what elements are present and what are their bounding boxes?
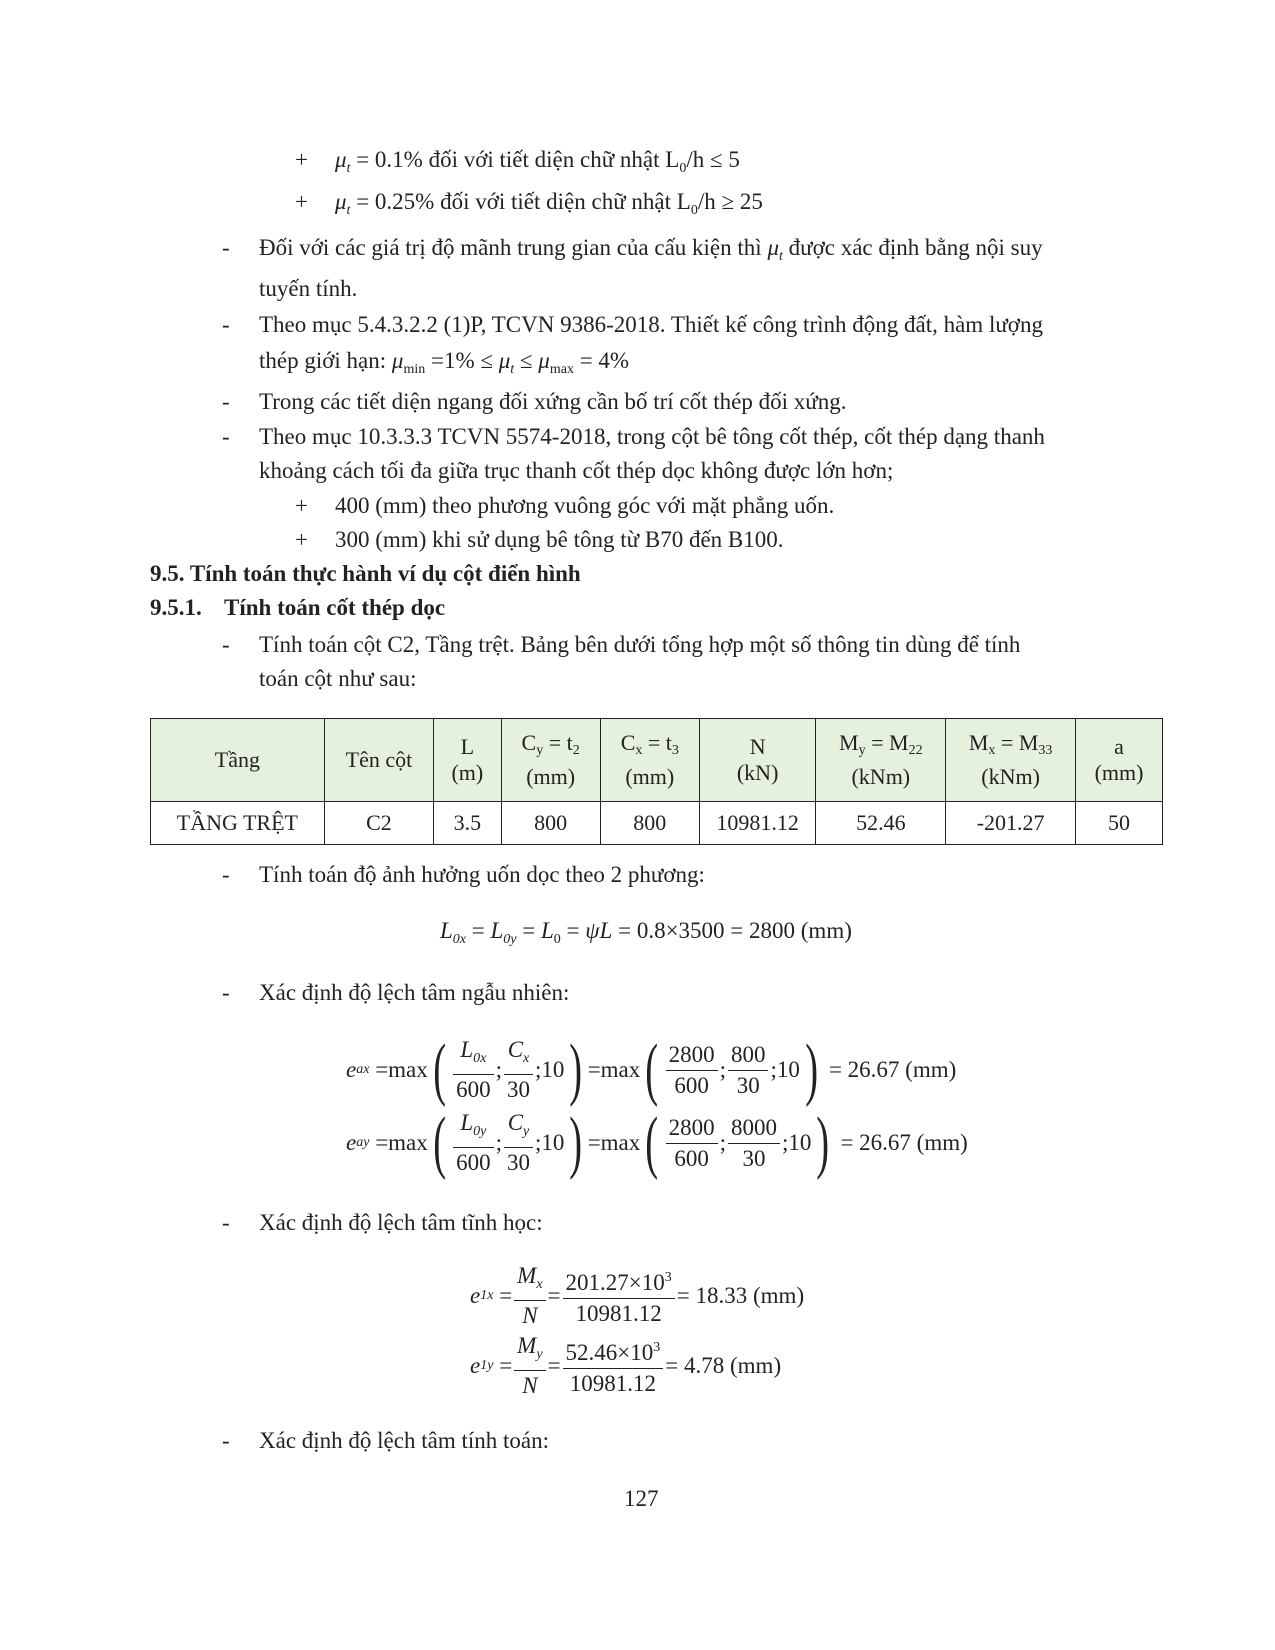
calc-dash-1: - <box>222 862 230 887</box>
cell-N: 10981.12 <box>699 802 816 845</box>
header-label: N <box>749 734 766 759</box>
header-unit: (kNm) <box>981 764 1040 789</box>
bullet-plus-2 <box>295 189 308 215</box>
text: được xác định bằng nội suy <box>782 235 1043 260</box>
header-label: = M <box>865 730 909 755</box>
calc-dash-3: - <box>222 1210 230 1235</box>
header-mx <box>946 719 1076 802</box>
subsection-number: 9.5.1. <box>150 595 202 620</box>
fraction: $\frac{M_x}{N}$ <box>514 1261 545 1331</box>
header-cy <box>501 719 600 802</box>
bullet-text-2 <box>335 189 763 219</box>
frac-den: 30 <box>506 1150 530 1175</box>
mu-symbol: μ <box>335 189 347 214</box>
intro-line1: Tính toán cột C2, Tầng trệt. Bảng bên dưới tổng hợp một số thông tin dùng để tính <box>259 632 1021 657</box>
eq-e1x: e 1x = $\frac{M_x}{N}$ = $\frac{201.27\times 10^3}{10981.12}$ = 18.33 (mm) <box>470 1262 804 1330</box>
text: Trong các tiết diện ngang đối xứng cần bố trí cốt thép đối xứng. <box>259 389 847 414</box>
dash-marker: - <box>222 235 230 260</box>
plus-4 <box>295 527 308 553</box>
mu-symbol: μ <box>335 147 347 172</box>
frac-den: N <box>522 1303 538 1328</box>
cell-ten-cot: C2 <box>324 802 433 845</box>
header-label: = t <box>642 730 672 755</box>
paren-left: ( <box>645 1104 659 1181</box>
ten: ;10 <box>781 1130 812 1155</box>
dash-text-1-line2 <box>259 276 357 302</box>
header-a <box>1076 719 1163 802</box>
eay-result: = 26.67 (mm) <box>840 1130 968 1155</box>
paren-right: ) <box>569 1031 583 1108</box>
fraction: $\frac{M_y}{N}$ <box>514 1331 545 1401</box>
fraction <box>728 1040 769 1101</box>
page-number: 127 <box>624 1486 659 1511</box>
table-row <box>151 802 1163 845</box>
bullet-plus-1 <box>295 147 308 173</box>
max-label: max <box>600 1057 641 1082</box>
fraction <box>666 1113 718 1174</box>
cell-L: 3.5 <box>434 802 501 845</box>
header-N <box>699 719 816 802</box>
bullet-marker: + <box>295 493 308 518</box>
text: = 4% <box>573 348 630 373</box>
table-header-row <box>151 719 1163 802</box>
mu-sub: t <box>346 203 351 218</box>
dash-marker: - <box>222 632 230 657</box>
paren-right: ) <box>816 1104 830 1181</box>
fraction: $\frac{L_{0y}}{600}$ <box>453 1108 494 1178</box>
header-label: a <box>1114 734 1124 759</box>
text: 400 (mm) theo phương vuông góc với mặt phẳng uốn. <box>335 493 835 518</box>
eq-e1y: e 1y = $\frac{M_y}{N}$ = $\frac{52.46\times 10^3}{10981.12}$ = 4.78 (mm) <box>470 1332 781 1400</box>
header-label: Tầng <box>214 747 260 772</box>
header-sub: y <box>858 743 866 758</box>
header-label: C <box>521 730 537 755</box>
frac-num: 2800 <box>666 1113 718 1144</box>
header-label: C <box>620 730 636 755</box>
dash-text-2-line2 <box>259 348 629 378</box>
cell-a: 50 <box>1076 802 1163 845</box>
mu-symbol: μ <box>498 348 511 373</box>
paren-right: ) <box>805 1031 818 1108</box>
e1y-result: = 4.78 (mm) <box>665 1353 782 1378</box>
sub-0: 0 <box>690 203 698 218</box>
fraction <box>666 1040 718 1101</box>
paren-left: ( <box>433 1031 446 1108</box>
mu-sub: t <box>778 249 783 264</box>
frac-num: 800 <box>728 1040 769 1071</box>
bullet-marker: + <box>295 147 308 172</box>
bullet-tail: /h ≤ 5 <box>686 147 740 172</box>
frac-num: 8000 <box>728 1113 780 1144</box>
subsection-heading: Tính toán cốt thép dọc <box>224 595 446 620</box>
mu-symbol: μ <box>767 235 779 260</box>
calc-step-4: Xác định độ lệch tâm tính toán: <box>259 1428 549 1453</box>
fraction: $\frac{C_y}{30}$ <box>504 1108 533 1178</box>
header-label: M <box>839 730 859 755</box>
fraction <box>728 1113 780 1174</box>
fraction <box>563 1333 664 1399</box>
eq-eay: e ay = max ( $\frac{L_{0y}}{600}$ ; $\frac{C_y}{30}$ ;10 ) = max ( $\frac{2800}{600}$ ; $\frac{8000}{30}$ ;10 ) = 26.67 (mm) <box>346 1104 968 1181</box>
mu-sub: t <box>346 161 351 176</box>
calc-step-2: Xác định độ lệch tâm ngẫu nhiên: <box>259 980 570 1005</box>
text: thép giới hạn: <box>259 348 392 373</box>
frac-den: 600 <box>456 1077 491 1102</box>
mu-t-sub: t <box>510 362 515 377</box>
mu-max-sub: max <box>549 362 574 377</box>
header-sub: 33 <box>1038 743 1053 758</box>
section-heading: 9.5. Tính toán thực hành ví dụ cột điển hình <box>150 561 581 586</box>
dash-marker: - <box>222 312 230 337</box>
header-label: M <box>968 730 989 755</box>
sub-0: 0 <box>679 161 687 176</box>
header-label: = M <box>995 730 1039 755</box>
calc-dash-4: - <box>222 1428 230 1453</box>
frac-num: 2800 <box>666 1040 718 1071</box>
dash-text-4 <box>259 424 1045 450</box>
e1x-result: = 18.33 (mm) <box>676 1283 805 1308</box>
calc-dash-2: - <box>222 980 230 1005</box>
header-unit: (mm) <box>1094 760 1144 785</box>
paren-right: ) <box>569 1104 583 1181</box>
frac-den: 10981.12 <box>575 1301 662 1326</box>
frac-den: 600 <box>674 1145 709 1171</box>
dash-text-1 <box>259 235 1043 265</box>
eq-eax: e ax = max ( $\frac{L_{0x}}{600}$ ; $\frac{C_x}{30}$ ;10 ) = max ( $\frac{2800}{600}$ ; $\frac{800}{30}$ ;10 ) = 26.67 (mm) <box>346 1031 957 1108</box>
max-label: max <box>388 1130 428 1155</box>
max-label: max <box>388 1057 428 1082</box>
bullet-marker: + <box>295 189 308 214</box>
bullet-tail: /h ≥ 25 <box>697 189 763 214</box>
header-unit: (mm) <box>625 764 675 789</box>
intro-line2: toán cột như sau: <box>259 666 417 691</box>
paren-left: ( <box>433 1104 446 1181</box>
cell-mx: -201.27 <box>946 802 1076 845</box>
dash-marker: - <box>222 424 230 449</box>
frac-den: 30 <box>742 1145 766 1171</box>
text: Đối với các giá trị độ mãnh trung gian của cấu kiện thì <box>259 235 768 260</box>
dash-1 <box>222 235 230 261</box>
bullet-body: = 0.25% đối với tiết diện chữ nhật L <box>350 189 691 214</box>
bullet-marker: + <box>295 527 308 552</box>
max-label: max <box>600 1130 641 1155</box>
header-sub: y <box>536 743 544 758</box>
header-sub: 2 <box>572 743 580 758</box>
dash-marker: - <box>222 389 230 414</box>
cell-cx: 800 <box>600 802 699 845</box>
dash-4 <box>222 424 230 450</box>
frac-den: N <box>522 1373 538 1398</box>
cell-my: 52.46 <box>816 802 946 845</box>
calc-step-1: Tính toán độ ảnh hưởng uốn dọc theo 2 phương: <box>259 862 705 887</box>
dash-2 <box>222 312 230 338</box>
paren-left: ( <box>645 1031 659 1108</box>
ten: ;10 <box>534 1057 565 1082</box>
frac-num: 201.27×10 <box>565 1270 665 1295</box>
frac-den: 600 <box>674 1072 709 1098</box>
header-label: = t <box>543 730 573 755</box>
frac-den: 30 <box>506 1077 530 1102</box>
header-L <box>434 719 501 802</box>
exponent: 3 <box>653 1340 661 1355</box>
header-unit: (kN) <box>736 760 779 785</box>
bullet-body: = 0.1% đối với tiết diện chữ nhật L <box>350 147 680 172</box>
header-ten-cot <box>324 719 433 802</box>
text: ≤ <box>514 348 539 373</box>
text: Theo mục 10.3.3.3 TCVN 5574-2018, trong cột bê tông cốt thép, cốt thép dạng thanh <box>259 424 1045 449</box>
header-unit: (mm) <box>526 764 576 789</box>
exponent: 3 <box>664 1270 672 1285</box>
header-sub: 3 <box>671 743 679 758</box>
eax-result: = 26.67 (mm) <box>828 1057 957 1082</box>
frac-num: 52.46×10 <box>565 1340 654 1365</box>
dash-3 <box>222 389 230 415</box>
text: 300 (mm) khi sử dụng bê tông từ B70 đến B100. <box>335 527 784 552</box>
text: Theo mục 5.4.3.2.2 (1)P, TCVN 9386-2018. Thiết kế công trình động đất, hàm lượng <box>259 312 1043 337</box>
mu-min-sub: min <box>403 362 426 377</box>
plus-3 <box>295 493 308 519</box>
cell-tang: TẦNG TRỆT <box>151 802 325 845</box>
text: =1% ≤ <box>425 348 499 373</box>
text: tuyến tính. <box>259 276 358 301</box>
bullet-text-1 <box>335 147 740 177</box>
frac-den: 10981.12 <box>569 1371 657 1396</box>
column-data-table <box>150 718 1163 845</box>
eq-L0-result: = 0.8×3500 = 2800 (mm) <box>618 918 852 943</box>
dash-text-4-line2 <box>259 458 893 484</box>
eq-L0: $L_{0x} = L_{0y} = L_0 = \psi L = 0.8\times 3500 = 2800$ (mm) <box>440 918 852 947</box>
calc-step-3: Xác định độ lệch tâm tĩnh học: <box>259 1210 543 1235</box>
header-label: Tên cột <box>345 747 413 772</box>
dash-text-3 <box>259 389 846 415</box>
dash-text-2 <box>259 312 1043 338</box>
header-sub: x <box>635 743 643 758</box>
header-unit: (m) <box>451 760 484 785</box>
fraction: $\frac{L_{0x}}{600}$ <box>453 1035 494 1105</box>
header-tang <box>151 719 325 802</box>
header-sub: x <box>988 743 996 758</box>
intro-dash <box>222 632 230 658</box>
cell-cy: 800 <box>501 802 600 845</box>
frac-den: 30 <box>736 1072 760 1098</box>
fraction <box>563 1263 675 1329</box>
header-cx <box>600 719 699 802</box>
header-my <box>816 719 946 802</box>
ten: ;10 <box>534 1130 565 1155</box>
header-unit: (kNm) <box>851 764 911 789</box>
plus-text-4 <box>335 527 784 553</box>
mu-symbol: μ <box>538 348 550 373</box>
fraction: $\frac{C_x}{30}$ <box>504 1035 533 1105</box>
frac-den: 600 <box>456 1150 491 1175</box>
header-label: L <box>460 734 475 759</box>
mu-symbol: μ <box>391 348 404 373</box>
header-sub: 22 <box>908 743 923 758</box>
ten: ;10 <box>770 1057 800 1082</box>
text: khoảng cách tối đa giữa trục thanh cốt thép dọc không được lớn hơn; <box>259 458 894 483</box>
plus-text-3 <box>335 493 834 519</box>
